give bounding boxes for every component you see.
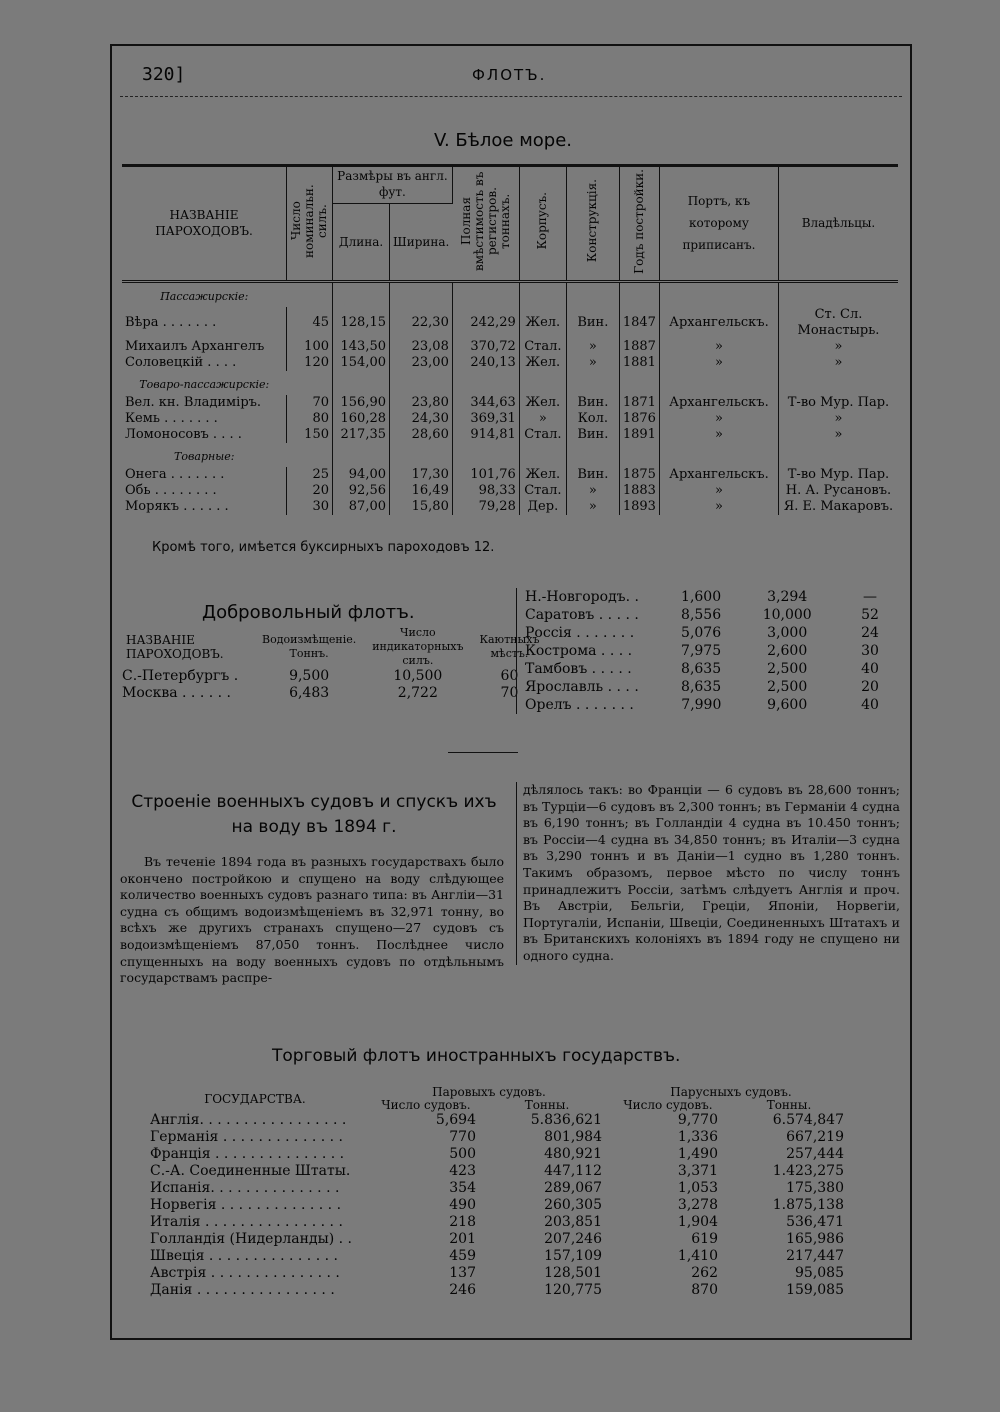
table-cell: » (834, 411, 843, 426)
table-cell: 1881 (619, 355, 659, 371)
table-cell: 120,775 (544, 1282, 602, 1298)
table-cell: 2,500 (767, 661, 808, 677)
table-cell: 137 (449, 1265, 476, 1281)
article-text-right: дѣлялось такъ: во Франціи — 6 судовъ въ 28,600 тоннъ; въ Турціи—6 судовъ въ 2,300 тоннъ; въ Германіи 4 судна въ 6,190 тоннъ; въ Голландіи 4 судна въ 10.450 тоннъ; въ Россіи—4 судна въ 34,850 тоннъ; въ Италіи—3 судна въ 3,290 тоннъ и въ Даніи—1 судно въ 1,280 тоннъ. Такимъ образомъ, первое мѣсто по числу тоннъ принадлежитъ Россіи, затѣмъ слѣдуетъ Англія и проч. Въ Австріи, Бельгіи, Греціи, Японіи, Норвегіи, Португаліи, Испаніи, Швеціи, Соединенныхъ Штатахъ и въ Британскихъ колоніяхъ въ 1894 году не спущено ни одного судна. (523, 782, 900, 963)
table-cell: Москва . . . . . . (122, 685, 231, 701)
table-cell: 289,067 (544, 1180, 602, 1196)
table-cell: 257,444 (786, 1146, 844, 1162)
table-cell: Голландія (Нидерланды) . . (150, 1231, 353, 1247)
table-cell: 8,635 (681, 661, 722, 677)
table-cell: 3,294 (767, 589, 808, 605)
article-column-right (516, 782, 900, 965)
table-cell: 9,770 (677, 1112, 718, 1128)
table-cell: 3,278 (677, 1197, 718, 1213)
table-cell: Дер. (519, 499, 566, 515)
table-cell: 770 (449, 1129, 476, 1145)
white-sea-note: Кромѣ того, имѣется буксирныхъ пароходовъ 12. (152, 540, 495, 555)
table-cell: 369,31 (452, 411, 519, 427)
group-spacer (566, 282, 619, 308)
table-cell: 536,471 (786, 1214, 844, 1230)
table-row (122, 411, 898, 427)
table-cell: Испанія. . . . . . . . . . . . . . . (150, 1180, 340, 1196)
table-cell: 24 (861, 625, 879, 641)
table-cell: » (659, 483, 778, 499)
page-number: 320] (142, 64, 186, 85)
group-row (122, 371, 898, 395)
table-cell: 100 (287, 339, 333, 355)
col-year: Годъ постройки. (631, 168, 646, 274)
table-cell: Обь . . . . . . . . (122, 483, 287, 499)
table-cell: 156,90 (333, 395, 390, 411)
table-cell: Норвегія . . . . . . . . . . . . . . (150, 1197, 342, 1213)
table-row (122, 307, 898, 339)
table-cell: » (834, 339, 843, 354)
table-cell: 6,483 (289, 685, 330, 701)
table-cell: Онега . . . . . . . (122, 467, 287, 483)
group-spacer (333, 371, 390, 395)
table-cell: 143,50 (333, 339, 390, 355)
table-cell: 70 (500, 685, 519, 701)
table-cell: 16,49 (390, 483, 453, 499)
table-cell: Тамбовъ . . . . . (525, 661, 632, 677)
table-cell: 9,500 (289, 668, 330, 684)
vf-col-hp: Число индикаторныхъ силъ. (372, 626, 464, 667)
group-spacer (778, 443, 898, 467)
vf-col-name: НАЗВАНІЕ ПАРОХОДОВЪ. (126, 633, 224, 661)
table-cell: 242,29 (452, 307, 519, 339)
volunteer-table-left (118, 626, 547, 702)
table-row (118, 685, 547, 702)
table-row (517, 606, 910, 624)
table-cell: 25 (287, 467, 333, 483)
group-spacer (619, 371, 659, 395)
table-cell: 201 (449, 1231, 476, 1247)
table-cell: 30 (287, 499, 333, 515)
table-row (517, 660, 910, 678)
group-spacer (519, 371, 566, 395)
table-row (142, 1197, 852, 1214)
table-cell: » (659, 339, 778, 355)
table-cell: 459 (449, 1248, 476, 1264)
ff-col-sail: Парусныхъ судовъ. (670, 1085, 792, 1099)
group-spacer (619, 282, 659, 308)
table-cell: Жел. (519, 467, 566, 483)
ff-col-state: ГОСУДАРСТВА. (204, 1091, 306, 1106)
table-row (142, 1265, 852, 1282)
table-cell: Франція . . . . . . . . . . . . . . . (150, 1146, 345, 1162)
table-row (122, 395, 898, 411)
table-cell: 6.574,847 (772, 1112, 844, 1128)
table-cell: Стал. (519, 339, 566, 355)
foreign-fleet-title: Торговый флотъ иностранныхъ государствъ. (272, 1046, 681, 1066)
table-cell: 10,000 (762, 607, 812, 623)
table-cell: 667,219 (786, 1129, 844, 1145)
table-cell: 203,851 (544, 1214, 602, 1230)
table-cell: 207,246 (544, 1231, 602, 1247)
group-spacer (452, 443, 519, 467)
table-cell: Стал. (519, 483, 566, 499)
col-width: Ширина. (393, 234, 450, 249)
group-spacer (333, 282, 390, 308)
table-cell: 3,000 (767, 625, 808, 641)
section-separator (448, 752, 518, 753)
white-sea-table (122, 166, 898, 515)
table-cell: 45 (287, 307, 333, 339)
table-cell: 23,80 (390, 395, 453, 411)
table-row (122, 355, 898, 371)
table-cell: 260,305 (544, 1197, 602, 1213)
table-cell: 79,28 (452, 499, 519, 515)
table-cell: Кемь . . . . . . . (122, 411, 287, 427)
table-cell: 8,556 (681, 607, 722, 623)
table-cell: 128,501 (544, 1265, 602, 1281)
table-row (122, 427, 898, 443)
vf-col-disp: Водоизмѣщеніе. Тоннъ. (262, 633, 357, 660)
table-cell: Вин. (566, 427, 619, 443)
table-cell: 2,600 (767, 643, 808, 659)
table-cell: Вин. (566, 307, 619, 339)
table-row (517, 678, 910, 696)
table-cell: » (659, 411, 778, 427)
table-cell: 95,085 (795, 1265, 844, 1281)
group-spacer (390, 282, 453, 308)
group-spacer (519, 443, 566, 467)
table-cell: Стал. (519, 427, 566, 443)
table-cell: » (659, 355, 778, 371)
table-cell: 500 (449, 1146, 476, 1162)
table-cell: 160,28 (333, 411, 390, 427)
table-cell: 23,00 (390, 355, 453, 371)
table-cell: 1887 (619, 339, 659, 355)
table-cell: 17,30 (390, 467, 453, 483)
table-cell: 128,15 (333, 307, 390, 339)
group-spacer (519, 282, 566, 308)
col-name: НАЗВАНІЕ ПАРОХОДОВЪ. (122, 166, 287, 282)
table-cell: Италія . . . . . . . . . . . . . . . . (150, 1214, 343, 1230)
table-cell: 28,60 (390, 427, 453, 443)
table-cell: 159,085 (786, 1282, 844, 1298)
table-cell: 370,72 (452, 339, 519, 355)
table-cell: 240,13 (452, 355, 519, 371)
group-row (122, 443, 898, 467)
table-cell: 914,81 (452, 427, 519, 443)
table-cell: 154,00 (333, 355, 390, 371)
table-cell: 94,00 (333, 467, 390, 483)
group-spacer (566, 371, 619, 395)
table-cell: 1,336 (677, 1129, 718, 1145)
article-title: Строеніе военныхъ судовъ и спускъ ихъ на воду въ 1894 г. (131, 792, 497, 837)
table-row (122, 467, 898, 483)
header-rule (120, 96, 902, 103)
group-spacer (619, 443, 659, 467)
group-spacer (390, 443, 453, 467)
table-cell: 2,500 (767, 679, 808, 695)
table-cell: 157,109 (544, 1248, 602, 1264)
col-owner: Владѣльцы. (801, 216, 876, 230)
ff-col-steam: Паровыхъ судовъ. (432, 1085, 546, 1099)
table-cell: С.-Петербургъ . (122, 668, 239, 684)
table-cell: Архангельскъ. (659, 395, 778, 411)
group-spacer (390, 371, 453, 395)
table-cell: 447,112 (544, 1163, 602, 1179)
table-cell: — (863, 589, 878, 605)
table-cell: Данія . . . . . . . . . . . . . . . . (150, 1282, 335, 1298)
page-frame (110, 44, 912, 1340)
table-cell: Ярославль . . . . (525, 679, 639, 695)
table-cell: » (519, 411, 566, 427)
table-cell: 40 (861, 661, 879, 677)
table-row (142, 1112, 852, 1129)
table-cell: 1876 (619, 411, 659, 427)
table-cell: 1883 (619, 483, 659, 499)
table-cell: » (566, 339, 619, 355)
group-label: Товаро-пассажирскіе: (139, 378, 270, 391)
table-cell: 870 (691, 1282, 718, 1298)
volunteer-table-right (516, 588, 910, 714)
group-spacer (452, 282, 519, 308)
table-cell: Орелъ . . . . . . . (525, 697, 634, 713)
col-port: Портъ, къ которому приписанъ. (659, 166, 778, 282)
group-label: Пассажирскіе: (160, 290, 249, 303)
table-cell: Михаилъ Архангелъ (122, 339, 287, 355)
table-row (142, 1282, 852, 1299)
group-spacer (566, 443, 619, 467)
table-cell: 9,600 (767, 697, 808, 713)
table-cell: 8,635 (681, 679, 722, 695)
table-cell: Германія . . . . . . . . . . . . . . (150, 1129, 343, 1145)
table-cell: 1.423,275 (772, 1163, 844, 1179)
table-row (142, 1163, 852, 1180)
table-cell: 20 (861, 679, 879, 695)
table-cell: Ломоносовъ . . . . (122, 427, 287, 443)
table-cell: 1847 (619, 307, 659, 339)
table-cell: Россія . . . . . . . (525, 625, 635, 641)
table-cell: Жел. (519, 355, 566, 371)
col-dims: Размѣры въ англ. фут. (333, 166, 453, 203)
table-cell: 423 (449, 1163, 476, 1179)
group-spacer (287, 443, 333, 467)
article-column-left (120, 854, 504, 987)
table-cell: 246 (449, 1282, 476, 1298)
ff-col-steam-count: Число судовъ. (381, 1098, 471, 1112)
table-row (142, 1248, 852, 1265)
group-spacer (287, 282, 333, 308)
table-cell: 20 (287, 483, 333, 499)
table-cell: 5,076 (681, 625, 722, 641)
table-row (122, 483, 898, 499)
ff-col-sail-tons: Тонны. (766, 1098, 812, 1112)
group-spacer (287, 371, 333, 395)
table-cell: Морякъ . . . . . . (122, 499, 287, 515)
table-cell: 101,76 (452, 467, 519, 483)
white-sea-title: V. Бѣлое море. (434, 130, 573, 151)
group-spacer (778, 282, 898, 308)
table-row (517, 642, 910, 660)
table-cell: Жел. (519, 307, 566, 339)
table-cell: 120 (287, 355, 333, 371)
table-cell: Вѣра . . . . . . . (122, 307, 287, 339)
col-hull: Корпусъ. (535, 192, 550, 250)
table-cell: 3,371 (677, 1163, 718, 1179)
table-cell: 98,33 (452, 483, 519, 499)
table-cell: Вин. (566, 395, 619, 411)
col-hp: Число номинальн. силъ. (289, 184, 329, 258)
table-cell: 1,410 (677, 1248, 718, 1264)
table-row (118, 668, 547, 685)
volunteer-title: Добровольный флотъ. (202, 602, 415, 623)
table-row (122, 339, 898, 355)
table-row (142, 1214, 852, 1231)
table-cell: 1,904 (677, 1214, 718, 1230)
ff-col-steam-tons: Тонны. (524, 1098, 570, 1112)
table-cell: 22,30 (390, 307, 453, 339)
table-cell: 801,984 (544, 1129, 602, 1145)
group-spacer (659, 443, 778, 467)
table-cell: Т-во Мур. Пар. (787, 395, 890, 410)
table-cell: 87,00 (333, 499, 390, 515)
table-cell: Я. Е. Макаровъ. (783, 499, 894, 514)
table-cell: 1893 (619, 499, 659, 515)
col-tonnage: Полная вмѣстимость въ регистров. тоннахъ. (458, 171, 512, 271)
table-cell: » (834, 355, 843, 370)
table-cell: 1.875,138 (772, 1197, 844, 1213)
table-row (142, 1231, 852, 1248)
table-cell: 30 (861, 643, 879, 659)
table-row (517, 696, 910, 714)
table-cell: Вин. (566, 467, 619, 483)
table-row (517, 588, 910, 606)
table-cell: 80 (287, 411, 333, 427)
table-cell: 150 (287, 427, 333, 443)
table-cell: Кол. (566, 411, 619, 427)
table-cell: 1,490 (677, 1146, 718, 1162)
table-cell: 217,447 (786, 1248, 844, 1264)
group-spacer (333, 443, 390, 467)
table-cell: Н.-Новгородъ. . (525, 589, 639, 605)
table-cell: Австрія . . . . . . . . . . . . . . . (150, 1265, 340, 1281)
table-cell: » (659, 427, 778, 443)
table-row (142, 1180, 852, 1197)
group-spacer (659, 371, 778, 395)
table-row (122, 499, 898, 515)
table-cell: 15,80 (390, 499, 453, 515)
table-cell: » (659, 499, 778, 515)
table-cell: Вел. кн. Владиміръ. (122, 395, 287, 411)
table-cell: 175,380 (786, 1180, 844, 1196)
table-row (517, 624, 910, 642)
table-cell: 1871 (619, 395, 659, 411)
table-cell: 2,722 (397, 685, 438, 701)
table-row (142, 1146, 852, 1163)
foreign-fleet-table (142, 1086, 852, 1299)
table-cell: Т-во Мур. Пар. (787, 467, 890, 482)
table-cell: 60 (500, 668, 519, 684)
table-cell: Архангельскъ. (659, 307, 778, 339)
table-cell: 262 (691, 1265, 718, 1281)
table-cell: 7,975 (681, 643, 722, 659)
table-cell: 40 (861, 697, 879, 713)
article-text-left: Въ теченіе 1894 года въ разныхъ государствахъ было окончено постройкою и спущено на воду слѣдующее количество военныхъ судовъ разнаго типа: въ Англіи—31 судна съ общимъ водоизмѣщеніемъ въ 32,971 тонну, во всѣхъ же другихъ странахъ спущено—27 судовъ съ водоизмѣщеніемъ 87,050 тоннъ. Послѣднее число спущенныхъ на воду военныхъ судовъ по отдѣльнымъ государствамъ распре- (120, 854, 504, 986)
table-cell: » (566, 355, 619, 371)
table-cell: 490 (449, 1197, 476, 1213)
table-cell: Швеція . . . . . . . . . . . . . . . (150, 1248, 338, 1264)
table-cell: Англія. . . . . . . . . . . . . . . . . (150, 1112, 347, 1128)
table-cell: 5,694 (435, 1112, 476, 1128)
table-cell: » (566, 499, 619, 515)
table-cell: » (566, 483, 619, 499)
table-cell: 70 (287, 395, 333, 411)
group-spacer (452, 371, 519, 395)
table-cell: Кострома . . . . (525, 643, 633, 659)
group-label: Товарные: (174, 450, 235, 463)
running-title: ФЛОТЪ. (472, 66, 547, 84)
table-cell: 1875 (619, 467, 659, 483)
table-cell: Соловецкій . . . . (122, 355, 287, 371)
table-cell: 344,63 (452, 395, 519, 411)
group-spacer (778, 371, 898, 395)
table-cell: 354 (449, 1180, 476, 1196)
table-cell: 218 (449, 1214, 476, 1230)
table-cell: Саратовъ . . . . . (525, 607, 639, 623)
table-cell: 619 (691, 1231, 718, 1247)
table-cell: 10,500 (393, 668, 443, 684)
col-length: Длина. (333, 203, 390, 281)
table-cell: 24,30 (390, 411, 453, 427)
table-cell: 1,600 (681, 589, 722, 605)
table-cell: 92,56 (333, 483, 390, 499)
table-cell: 1,053 (677, 1180, 718, 1196)
table-cell: Жел. (519, 395, 566, 411)
table-cell: 23,08 (390, 339, 453, 355)
ff-col-sail-count: Число судовъ. (623, 1098, 713, 1112)
vf-col-cabins: Каютныхъ мѣстъ. (479, 633, 540, 660)
table-cell: С.-А. Соединенные Штаты. (150, 1163, 351, 1179)
table-cell: » (834, 427, 843, 442)
table-row (142, 1129, 852, 1146)
col-construction: Конструкція. (585, 179, 600, 263)
table-cell: Архангельскъ. (659, 467, 778, 483)
table-cell: 52 (861, 607, 879, 623)
table-cell: 165,986 (786, 1231, 844, 1247)
table-cell: 1891 (619, 427, 659, 443)
table-cell: Ст. Сл. Монастырь. (797, 307, 880, 338)
group-row (122, 282, 898, 308)
group-spacer (659, 282, 778, 308)
table-cell: Н. А. Русановъ. (785, 483, 892, 498)
table-cell: 5.836,621 (530, 1112, 602, 1128)
table-cell: 7,990 (681, 697, 722, 713)
table-cell: 217,35 (333, 427, 390, 443)
table-cell: 480,921 (544, 1146, 602, 1162)
